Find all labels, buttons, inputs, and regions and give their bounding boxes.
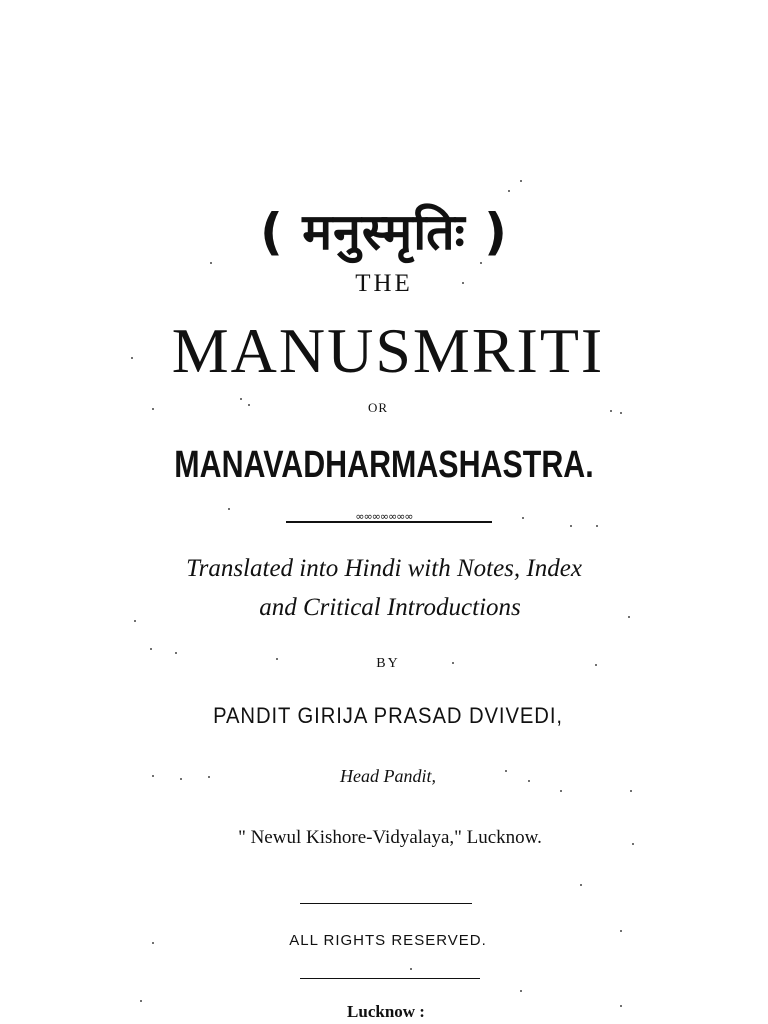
scan-speck [210, 262, 212, 264]
scan-speck [410, 968, 412, 970]
alternate-title: MANAVADHARMASHASTRA. [174, 444, 594, 486]
scan-speck [632, 843, 634, 845]
scan-speck [520, 990, 522, 992]
scan-speck [240, 398, 242, 400]
scan-speck [580, 884, 582, 886]
or-label: OR [367, 400, 389, 415]
scan-speck [570, 525, 572, 527]
main-title: MANUSMRITI [171, 315, 605, 386]
author-name: PANDIT GIRIJA PRASAD DVIVEDI, [213, 703, 563, 728]
scan-speck [276, 658, 278, 660]
scan-speck [522, 517, 524, 519]
scan-speck [152, 942, 154, 944]
scan-speck [560, 790, 562, 792]
scan-speck [140, 1000, 142, 1002]
divider-rule-2 [300, 978, 480, 979]
scan-speck [180, 778, 182, 780]
scan-speck [462, 282, 464, 284]
scan-speck [508, 190, 510, 192]
rights-notice: ALL RIGHTS RESERVED. [289, 932, 487, 949]
author-role: Head Pandit, [340, 766, 436, 786]
scan-speck [505, 770, 507, 772]
subtitle-line-2: and Critical Introductions [259, 594, 521, 621]
divider-rule-1 [300, 903, 472, 904]
scan-speck [630, 790, 632, 792]
sanskrit-title: ( मनुस्मृतिः ) [259, 203, 509, 261]
scan-speck [528, 780, 530, 782]
scan-speck [610, 410, 612, 412]
ornament-flourish: ∞∞∞∞∞∞∞ [355, 510, 413, 523]
scan-speck [175, 652, 177, 654]
scan-speck [620, 930, 622, 932]
publication-place: Lucknow : [347, 1002, 425, 1021]
the-label: THE [355, 270, 413, 297]
scan-speck [620, 412, 622, 414]
scan-speck [520, 180, 522, 182]
scan-speck [628, 616, 630, 618]
scan-speck [208, 776, 210, 778]
subtitle-line-1: Translated into Hindi with Notes, Index [186, 555, 582, 582]
by-label: BY [376, 656, 400, 671]
scan-speck [152, 775, 154, 777]
scan-speck [150, 648, 152, 650]
scan-speck [228, 508, 230, 510]
scan-speck [134, 620, 136, 622]
scan-speck [248, 404, 250, 406]
scan-speck [595, 664, 597, 666]
scan-speck [596, 525, 598, 527]
scan-speck [131, 357, 133, 359]
scan-speck [620, 1005, 622, 1007]
scan-speck [480, 262, 482, 264]
scan-speck [452, 662, 454, 664]
institution: " Newul Kishore-Vidyalaya," Lucknow. [238, 827, 542, 848]
scan-speck [152, 408, 154, 410]
